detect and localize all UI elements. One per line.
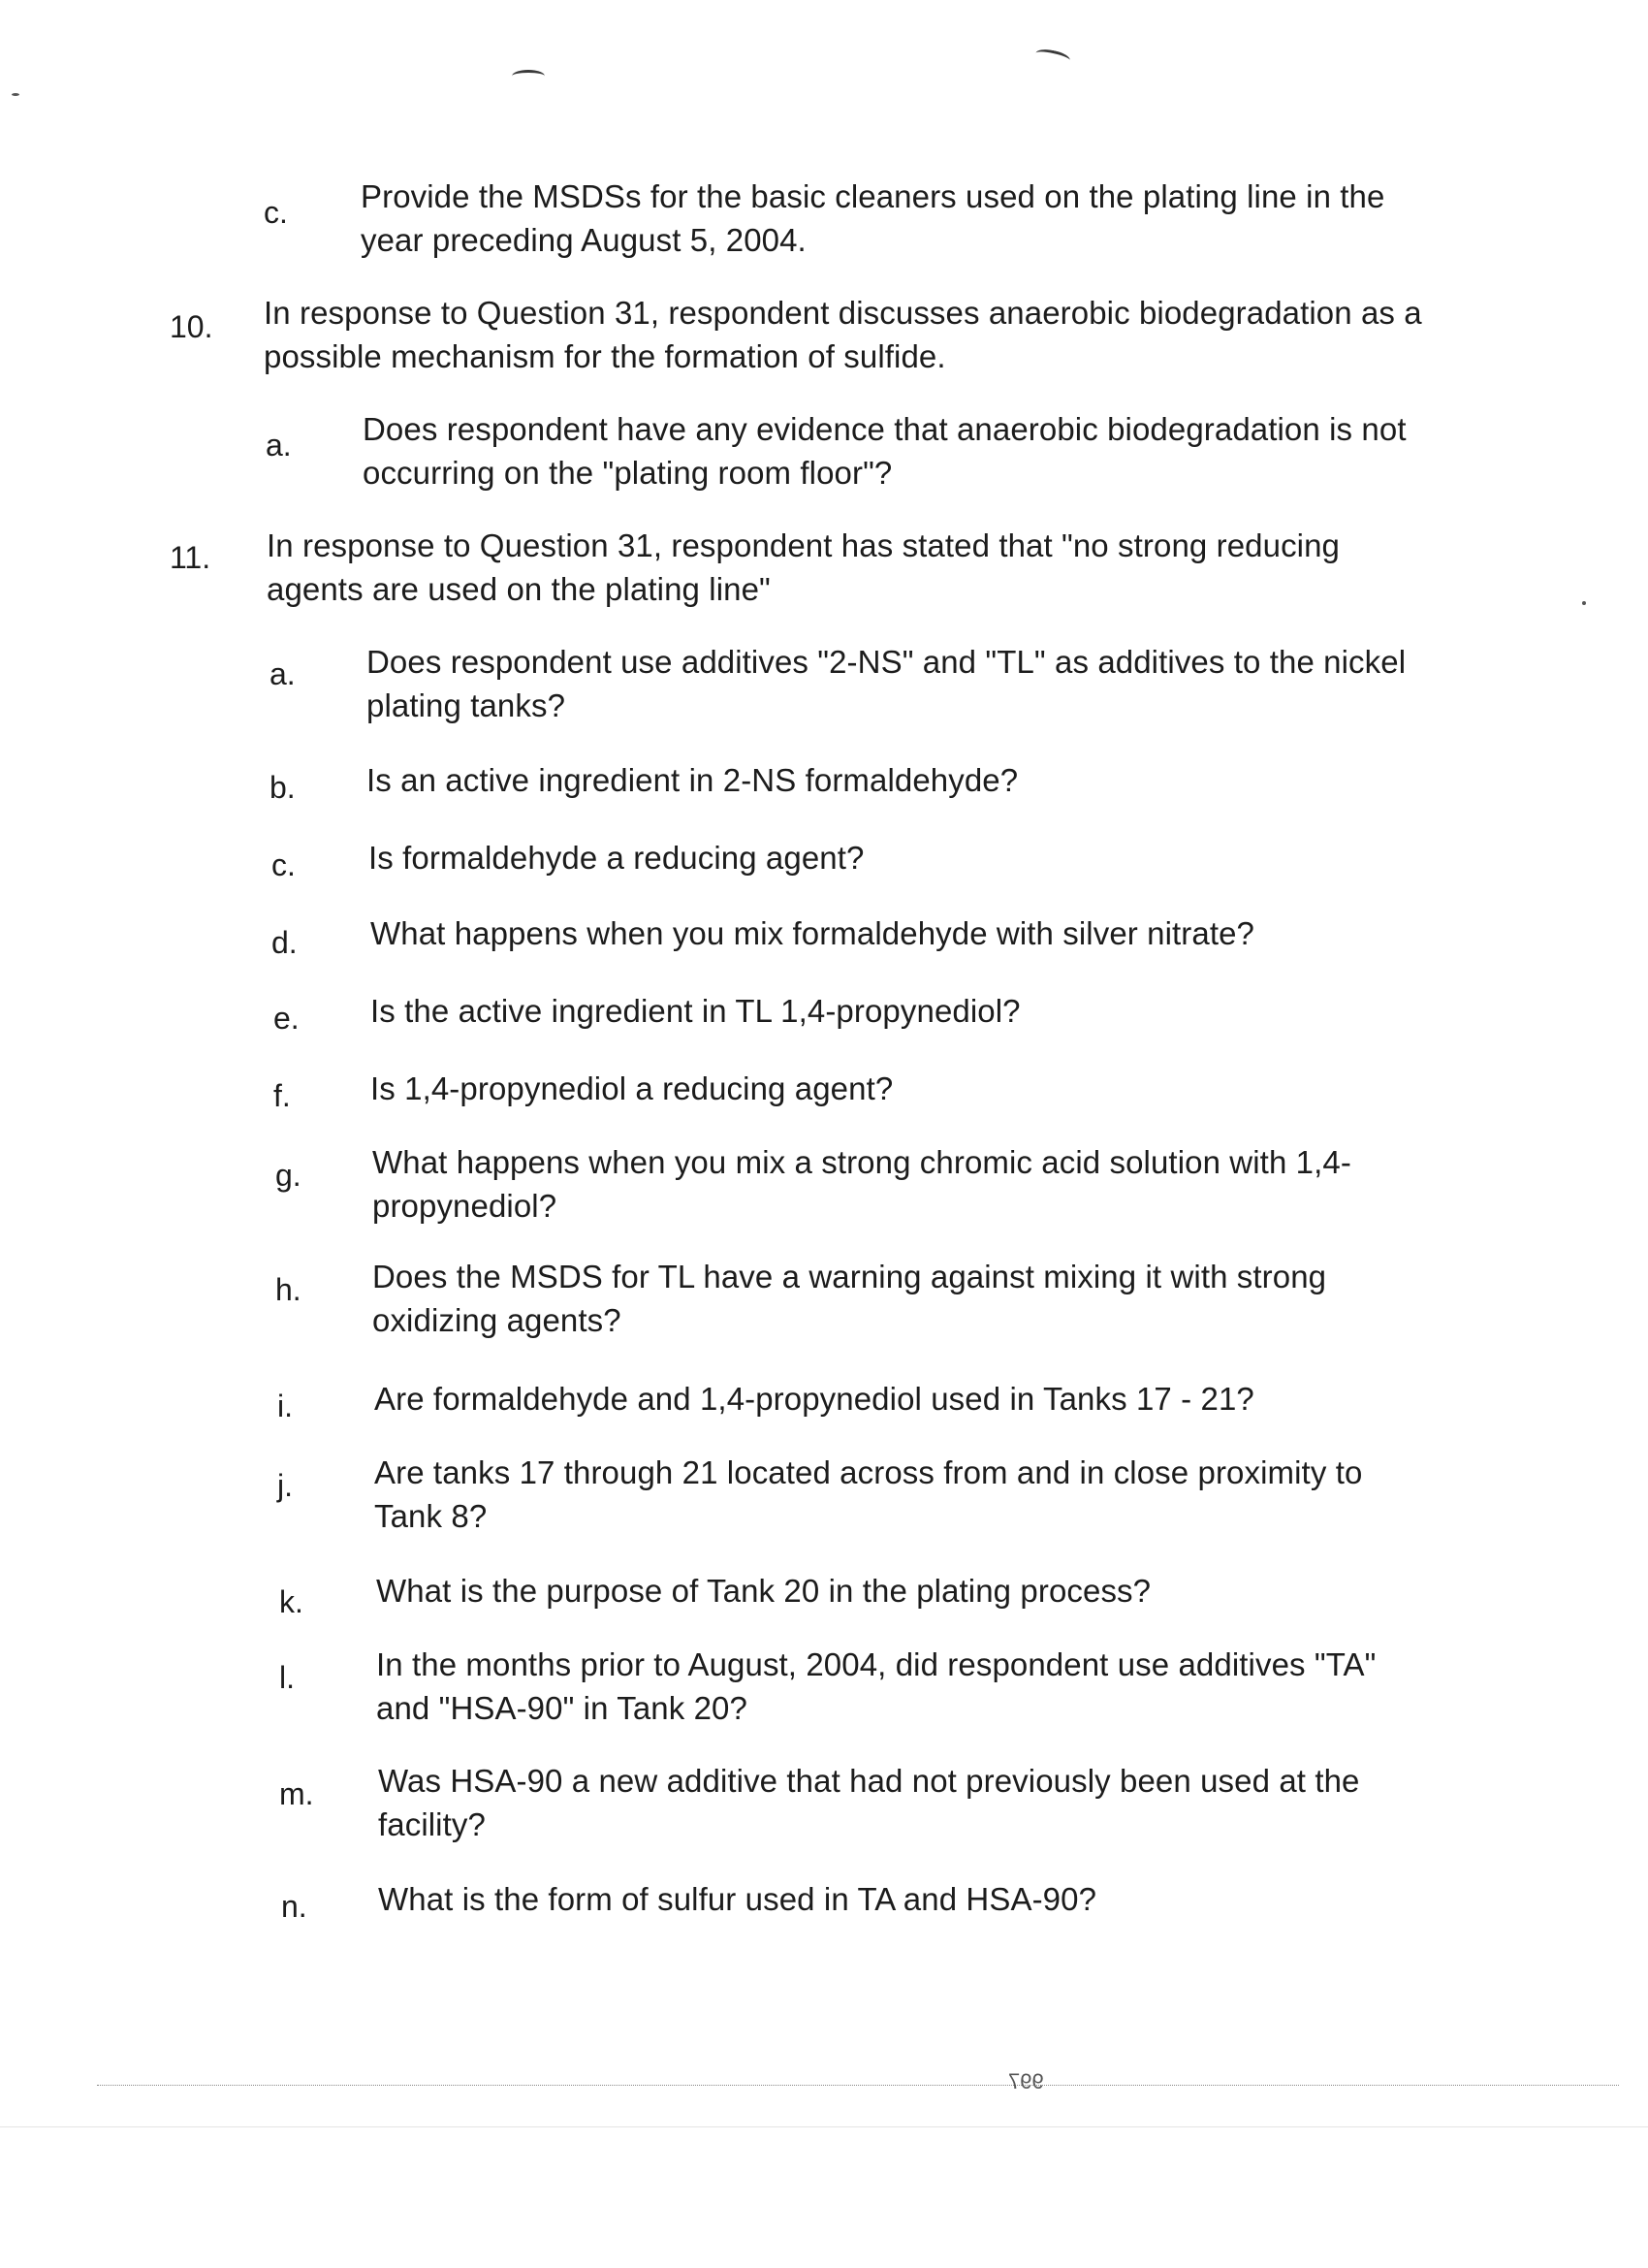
scan-speck: [1582, 601, 1586, 605]
item-marker: e.: [273, 1001, 300, 1036]
item-marker: b.: [269, 770, 296, 805]
item-text: What happens when you mix formaldehyde with silver nitrate?: [370, 915, 1255, 951]
item-text: Does respondent use additives "2-NS" and "TL" as additives to the nickel plating tanks?: [366, 644, 1407, 723]
item-text: Is an active ingredient in 2-NS formaldehyde?: [366, 762, 1019, 798]
scan-speck: [12, 93, 19, 96]
item-text: Is formaldehyde a reducing agent?: [368, 840, 865, 876]
item-marker: d.: [271, 925, 298, 960]
question-number: 10.: [170, 309, 213, 344]
item-marker: f.: [273, 1078, 291, 1113]
item-marker: l.: [279, 1660, 295, 1695]
item-marker: a.: [269, 656, 296, 691]
scan-mark-right: [1034, 47, 1071, 66]
scan-mark-left: [512, 70, 545, 82]
item-marker: j.: [277, 1468, 293, 1503]
item-text: Is 1,4-propynediol a reducing agent?: [370, 1070, 894, 1106]
item-marker: h.: [275, 1272, 301, 1307]
item-marker: n.: [281, 1889, 307, 1924]
item-text: Are tanks 17 through 21 located across from and in close proximity to Tank 8?: [374, 1454, 1363, 1534]
item-text: What is the form of sulfur used in TA and HSA-90?: [378, 1881, 1097, 1917]
item-marker: k.: [279, 1584, 303, 1619]
item-text: In the months prior to August, 2004, did respondent use additives "TA" and "HSA-90" in Tank 20?: [376, 1646, 1377, 1726]
item-marker: i.: [277, 1389, 293, 1423]
question-text: In response to Question 31, respondent discusses anaerobic biodegradation as a possible mechanism for the formation of sulfide.: [264, 295, 1422, 374]
question-text: In response to Question 31, respondent has stated that "no strong reducing agents are used on the plating line": [267, 527, 1341, 607]
item-text: What happens when you mix a strong chromic acid solution with 1,4-propynediol?: [372, 1144, 1351, 1224]
item-text: Are formaldehyde and 1,4-propynediol used in Tanks 17 - 21?: [374, 1381, 1254, 1417]
page-stamp: 997: [1008, 2069, 1044, 2093]
item-marker: c.: [264, 195, 288, 230]
item-text: Does respondent have any evidence that anaerobic biodegradation is not occurring on the "plating room floor"?: [363, 411, 1407, 491]
item-marker: g.: [275, 1158, 301, 1193]
item-text: Provide the MSDSs for the basic cleaners used on the plating line in the year preceding August 5, 2004.: [361, 178, 1385, 258]
question-number: 11.: [170, 540, 211, 575]
item-text: Was HSA-90 a new additive that had not previously been used at the facility?: [378, 1763, 1360, 1842]
item-marker: c.: [271, 847, 296, 882]
item-marker: m.: [279, 1776, 314, 1811]
item-text: What is the purpose of Tank 20 in the plating process?: [376, 1573, 1152, 1609]
scan-edge: [0, 2126, 1648, 2127]
item-marker: a.: [266, 428, 292, 463]
footer-rule: [97, 2085, 1619, 2086]
item-text: Does the MSDS for TL have a warning against mixing it with strong oxidizing agents?: [372, 1259, 1327, 1338]
item-text: Is the active ingredient in TL 1,4-propynediol?: [370, 993, 1021, 1029]
